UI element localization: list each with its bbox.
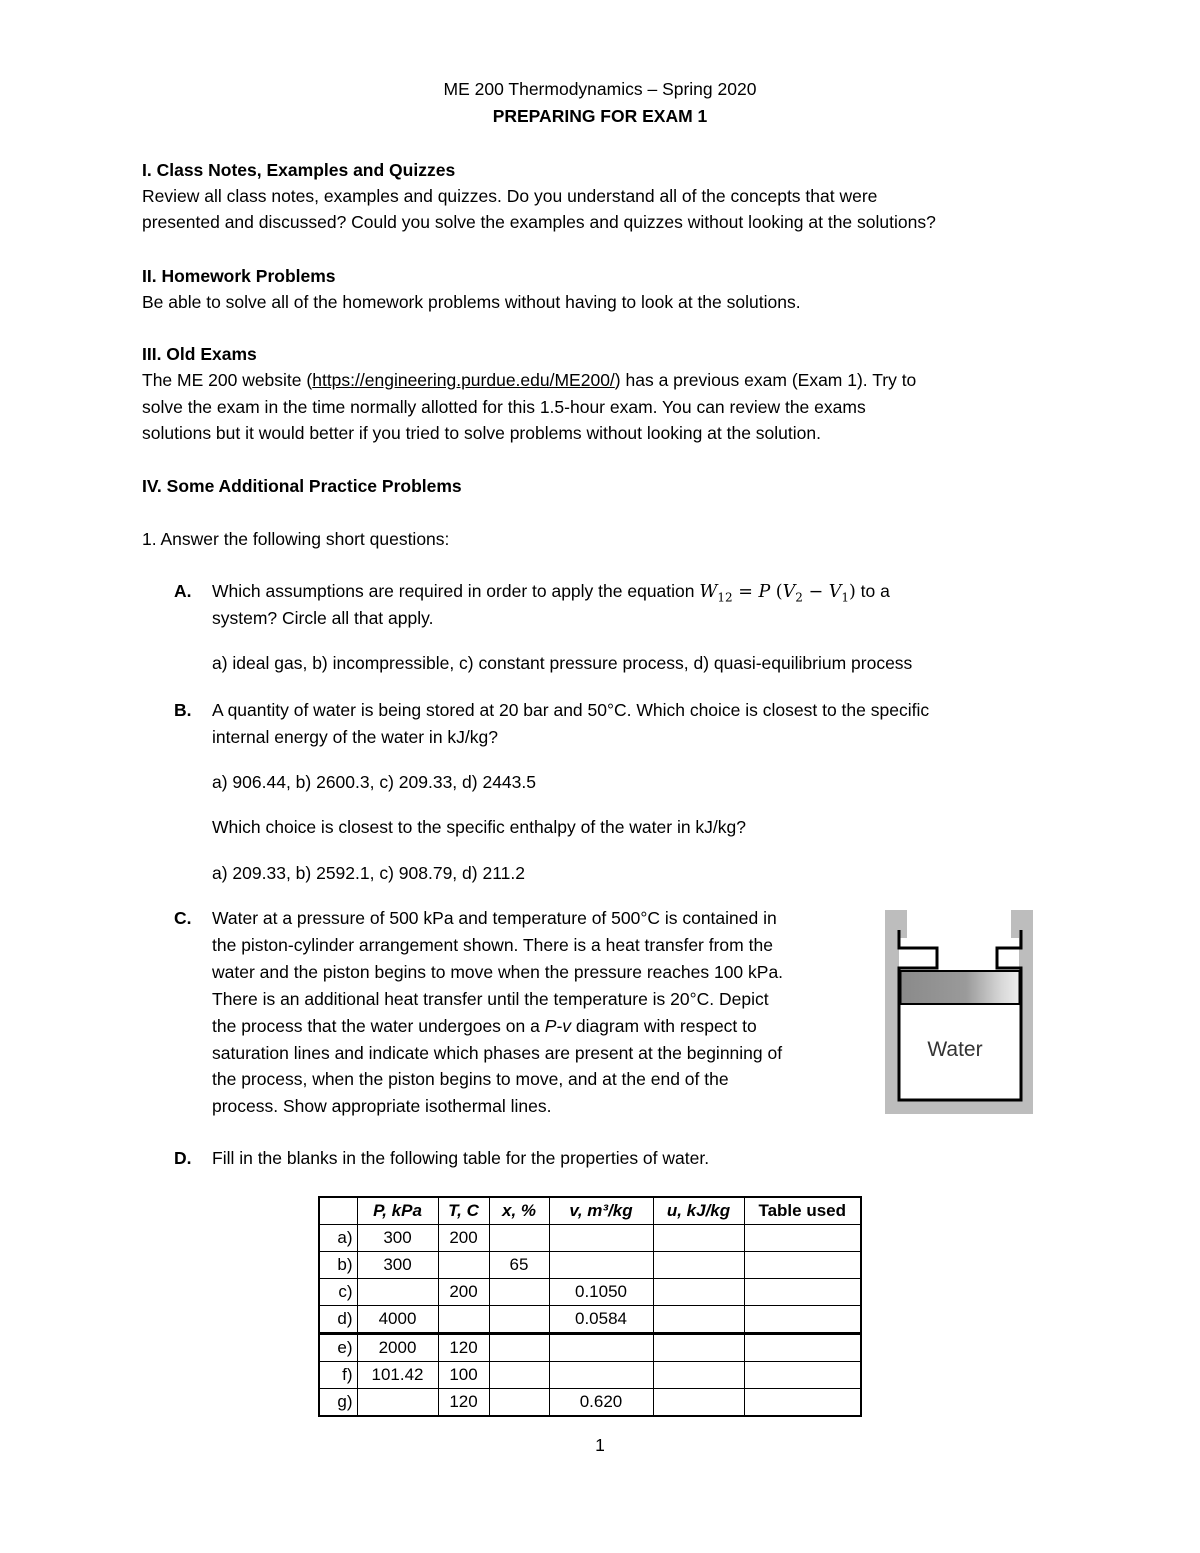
table-row (319, 1306, 861, 1334)
question-c-line: There is an additional heat transfer until the temperature is 20°C. Depict (212, 989, 769, 1009)
question-b-line: internal energy of the water in kJ/kg? (212, 727, 498, 747)
text-fragment: diagram with respect to (570, 1016, 757, 1036)
table-cell (489, 1389, 549, 1417)
table-cell (653, 1306, 744, 1334)
header-cell: P, kPa (357, 1197, 438, 1225)
table-cell: 101.42 (357, 1362, 438, 1389)
table-row (319, 1334, 861, 1362)
page-number: 1 (595, 1435, 605, 1455)
table-cell (549, 1225, 653, 1252)
table-row (319, 1362, 861, 1389)
header-cell: v, m³/kg (549, 1197, 653, 1225)
table-cell (549, 1362, 653, 1389)
table-cell: 200 (438, 1225, 489, 1252)
header-cell: T, C (438, 1197, 489, 1225)
problem-1-prompt: 1. Answer the following short questions: (142, 529, 450, 549)
question-c-line: Water at a pressure of 500 kPa and temperature of 500°C is contained in (212, 908, 777, 928)
question-c-line: process. Show appropriate isothermal lines. (212, 1096, 552, 1116)
equation-subscript: 2 (795, 590, 803, 605)
text-fragment: to a (855, 581, 890, 601)
table-cell (653, 1225, 744, 1252)
table-row (319, 1389, 861, 1417)
table-row (319, 1279, 861, 1306)
piston-cylinder-figure (885, 910, 1033, 1114)
table-cell (357, 1279, 438, 1306)
question-d-label: D. (174, 1148, 192, 1168)
table-cell (549, 1334, 653, 1362)
table-cell (489, 1334, 549, 1362)
equation-symbol: V (782, 582, 796, 602)
question-b-line: A quantity of water is being stored at 20 bar and 50°C. Which choice is closest to the specific (212, 700, 930, 720)
equation-symbol: P (758, 582, 771, 602)
table-cell (489, 1279, 549, 1306)
text-fragment: ) has a previous exam (Exam 1). Try to (614, 370, 917, 390)
equation-operator: ( (770, 582, 783, 602)
table-cell (438, 1306, 489, 1334)
table-cell (438, 1252, 489, 1279)
section-1-text-line: presented and discussed? Could you solve the examples and quizzes without looking at the solutions? (142, 212, 936, 232)
table-cell (549, 1252, 653, 1279)
table-cell: 120 (438, 1389, 489, 1417)
table-cell (744, 1252, 861, 1279)
question-c-line: saturation lines and indicate which phases are present at the beginning of (212, 1043, 783, 1063)
table-cell (653, 1362, 744, 1389)
table-cell (653, 1252, 744, 1279)
equation-symbol: W (699, 582, 718, 602)
equation-operator: ) (848, 582, 856, 602)
figure-water-label: Water (927, 1038, 983, 1061)
section-1-text-line: Review all class notes, examples and quizzes. Do you understand all of the concepts that were (142, 186, 878, 206)
header-cell: x, % (489, 1197, 549, 1225)
equation-symbol: V (828, 582, 842, 602)
header-cell: Table used (744, 1197, 861, 1225)
table-cell: 2000 (357, 1334, 438, 1362)
table-cell (653, 1389, 744, 1417)
section-4-heading: IV. Some Additional Practice Problems (142, 476, 462, 496)
table-row (319, 1225, 861, 1252)
section-3-heading: III. Old Exams (142, 344, 257, 364)
water-properties-table (318, 1196, 862, 1417)
question-c-label: C. (174, 908, 192, 928)
table-cell (744, 1306, 861, 1334)
table-cell (653, 1334, 744, 1362)
table-cell (489, 1362, 549, 1389)
row-label: b) (319, 1252, 357, 1279)
table-cell: 0.620 (549, 1389, 653, 1417)
course-title: ME 200 Thermodynamics – Spring 2020 (443, 79, 757, 99)
table-row (319, 1252, 861, 1279)
text-fragment: P-v (544, 1016, 571, 1036)
page-title: PREPARING FOR EXAM 1 (492, 106, 708, 126)
equation-operator: − (802, 582, 829, 602)
table-cell: 100 (438, 1362, 489, 1389)
table-cell: 300 (357, 1252, 438, 1279)
question-a-label: A. (174, 581, 192, 601)
table-cell (489, 1306, 549, 1334)
row-label: e) (319, 1334, 357, 1362)
question-d-line: Fill in the blanks in the following table for the properties of water. (212, 1148, 710, 1168)
section-2-text-line: Be able to solve all of the homework problems without having to look at the solutions. (142, 292, 801, 312)
row-label: a) (319, 1225, 357, 1252)
question-b-choices: a) 906.44, b) 2600.3, c) 209.33, d) 2443.5 (212, 772, 536, 792)
table-cell (744, 1225, 861, 1252)
table-cell (653, 1279, 744, 1306)
table-cell (744, 1279, 861, 1306)
section-3-text-line (142, 367, 916, 394)
section-2-heading: II. Homework Problems (142, 266, 336, 286)
table-cell: 300 (357, 1225, 438, 1252)
table-cell (489, 1225, 549, 1252)
question-a-choices: a) ideal gas, b) incompressible, c) constant pressure process, d) quasi-equilibrium process (212, 653, 913, 673)
table-cell (744, 1362, 861, 1389)
question-c-line: the process, when the piston begins to move, and at the end of the (212, 1069, 729, 1089)
question-a-line: system? Circle all that apply. (212, 608, 434, 628)
table-cell: 0.1050 (549, 1279, 653, 1306)
table-header-row (319, 1197, 861, 1225)
table-cell (357, 1389, 438, 1417)
piston (901, 971, 1020, 1004)
header-cell (319, 1197, 357, 1225)
me200-website-link[interactable]: https://engineering.purdue.edu/ME200/ (312, 370, 615, 390)
question-b-label: B. (174, 700, 192, 720)
text-fragment: The ME 200 website ( (142, 370, 313, 390)
row-label: g) (319, 1389, 357, 1417)
table-cell (744, 1389, 861, 1417)
row-label: f) (319, 1362, 357, 1389)
row-label: d) (319, 1306, 357, 1334)
table-cell: 65 (489, 1252, 549, 1279)
row-label: c) (319, 1279, 357, 1306)
section-3-text-line: solutions but it would better if you tried to solve problems without looking at the solution. (142, 423, 821, 443)
table-cell (744, 1334, 861, 1362)
question-b-choices: a) 209.33, b) 2592.1, c) 908.79, d) 211.2 (212, 863, 525, 883)
question-c-line (212, 1013, 757, 1040)
text-fragment: Which assumptions are required in order to apply the equation (212, 581, 700, 601)
table-cell: 4000 (357, 1306, 438, 1334)
section-1-heading: I. Class Notes, Examples and Quizzes (142, 160, 456, 180)
table-cell: 200 (438, 1279, 489, 1306)
question-b-line: Which choice is closest to the specific enthalpy of the water in kJ/kg? (212, 817, 747, 837)
table-cell: 120 (438, 1334, 489, 1362)
question-c-line: water and the piston begins to move when the pressure reaches 100 kPa. (212, 962, 784, 982)
equation-subscript: 12 (717, 590, 733, 605)
text-fragment: the process that the water undergoes on a (212, 1016, 545, 1036)
equation-operator: = (732, 582, 759, 602)
header-cell: u, kJ/kg (653, 1197, 744, 1225)
question-c-line: the piston-cylinder arrangement shown. There is a heat transfer from the (212, 935, 773, 955)
equation-subscript: 1 (841, 590, 849, 605)
section-3-text-line: solve the exam in the time normally allotted for this 1.5-hour exam. You can review the exams (142, 397, 866, 417)
table-cell: 0.0584 (549, 1306, 653, 1334)
